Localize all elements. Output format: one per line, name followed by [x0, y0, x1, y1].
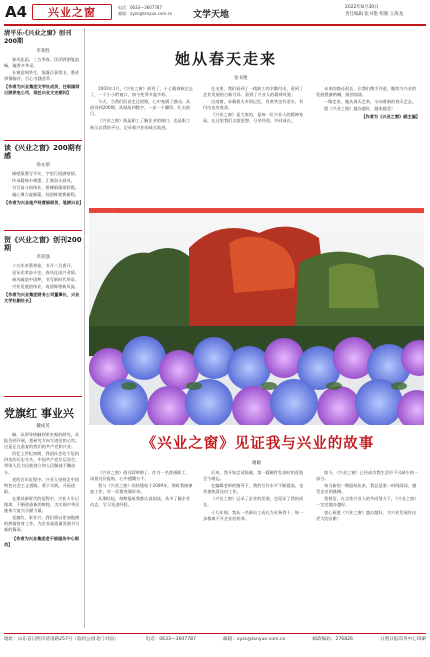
poem-line: 兴业发展创伟业，再创辉煌新风流。 [12, 284, 80, 290]
paragraph: 从那时起，每期报纸我都认真阅读，从中了解企业动态，学习先进经验。 [90, 496, 191, 508]
left-article-4-body [4, 432, 82, 548]
issue-date-block [345, 4, 403, 18]
paragraph: 我相信，在全体兴业人的共同努力下，《兴业之窗》一定会越办越好。 [316, 496, 419, 508]
left-article-3-note: 【作者为兴业集团财务公司董事长，兴业文学社副社长】 [4, 292, 80, 304]
editor-credits: 责任编辑 张书艳 组版 王海龙 [345, 12, 404, 17]
paragraph: 十几年间，我从一名新员工成长为业务骨干，每一步都离不开企业的培养。 [203, 509, 304, 521]
bottom-article-column-1 [90, 470, 193, 510]
feature-article-column-1 [90, 86, 194, 132]
masthead-email: 邮箱：xyzc@lanyue.com.cn [118, 11, 173, 16]
paragraph: 愿《兴业之窗》越办越好，越来越美！ [324, 106, 396, 112]
feature-article-column-3 [316, 86, 420, 120]
paragraph: 党旗红，事业兴。我们将以更加饱满的热情投身工作，为企业高质量发展书写新的篇章。 [4, 515, 80, 533]
hydrangea-garden-photo [89, 208, 424, 425]
poem-line: 传承精神丰碑墨，汇聚奋斗展风。 [12, 178, 75, 184]
footer-email: 邮箱：xyzc@lanyue.com.cn [223, 637, 286, 642]
left-article-4-note: 【作者为兴业集团老干部服务中心职员】 [4, 535, 80, 547]
paragraph: 我与《兴业之窗》的结缘始于2009年，那时我刚参加工作，对一切都充满好奇。 [90, 483, 193, 495]
footer-address: 地址：山东省日照市济南路257号（临河公园北门对面） [4, 637, 119, 642]
bottom-article-title: 《兴业之窗》见证我与兴业的故事 [141, 436, 375, 452]
left-article-2-note: 【作者为兴业地产经营部职员，笔耕兴业】 [4, 200, 84, 206]
left-article-1-author: 李菲胜 [36, 49, 50, 54]
paragraph: 春风化雨，三百季春，洋洋洒洒笔流畅，凝香多华采。 [4, 57, 80, 69]
masthead-contact [118, 5, 172, 17]
paragraph: 衷心祝愿《兴业之窗》越办越好，为兴业发展作出更大的贡献！ [316, 509, 417, 521]
left-article-2-title: 读《兴业之窗》200期有感 [4, 144, 82, 160]
left-article-1-note: 【作者为兴业集团文学社成员，任职国网日照供电公司，现任兴业文史顾问】 [4, 84, 80, 96]
paragraph: 专窗迎周华生，笔凝百事常书，墨迹带情翰评，百心书涵荟萃。 [4, 70, 80, 82]
footer-postcode: 邮政编码：276826 [312, 637, 353, 642]
paragraph: 今天，当我们回首走过的路，心中充满了感动。从创刊到200期，从纸质到数字，一步一个脚印，扎实前行。 [90, 99, 191, 117]
section-separator [4, 230, 82, 231]
left-article-3-title: 贺《兴业之窗》创刊200期 [4, 236, 82, 252]
page-number: A4 [5, 3, 28, 21]
section-title: 文学天地 [193, 10, 230, 20]
footer-printer: 日照日报印务中心印刷 [380, 637, 426, 642]
paragraph: 未来的路还很长，让我们携手并进，继续为兴业的发展摇旗呐喊、鼓劲加油。 [316, 86, 417, 98]
left-article-3-author: 李富强 [36, 255, 50, 260]
footer-rule [4, 633, 426, 634]
left-article-1 [4, 30, 82, 97]
paragraph: 每当新的一期报纸出来，我总是第一时间阅读，感受企业的脉搏。 [316, 483, 417, 495]
poem-line: 见证光荣奋斗史，春风化雨兴业情。 [12, 270, 80, 276]
left-article-4-title: 党旗红 事业兴 [4, 407, 74, 420]
column-divider [84, 28, 85, 628]
masthead-phone: 电话：0633—3607787 [118, 5, 162, 10]
bottom-article-author: 谢颖 [252, 461, 261, 466]
paragraph: 这扇窗，承载着太多的记忆，有欢笑也有泪水，有付出也有收获。 [203, 99, 304, 111]
left-article-4 [4, 421, 82, 549]
left-article-2 [4, 144, 82, 206]
footer [4, 636, 426, 642]
photo-caption-tag: 兴业之窗 [96, 213, 117, 219]
left-article-1-title: 清平乐·《兴业之窗》创刊200期 [4, 30, 72, 45]
footer-phone: 电话：0633—3607787 [145, 637, 196, 642]
left-article-3 [4, 236, 82, 305]
left-article-1-body [4, 57, 82, 82]
left-article-2-author: 徐永瑞 [36, 163, 50, 168]
paragraph: 《兴业之窗》是大家的，是每一位兴业人的精神家园，在这里我们交流思想、分享经验、共同成长。 [203, 112, 304, 124]
feature-photo [89, 208, 424, 425]
bottom-article-column-2 [203, 470, 306, 523]
paragraph: 在这里，我们看到了一线职工的辛勤付出，看到了企业发展的日新月异，看到了兴业人的精神风貌。 [203, 86, 304, 98]
left-article-3-body [4, 263, 82, 290]
paragraph: 党的百年征程中，兴业人坚持走中国特色社会主义道路，勇于实践，开拓进取。 [4, 476, 80, 494]
paragraph: 2003年1月，《兴业之窗》创刊了，十七载春秋过去了，一个小小的窗口，如今变得多姿多彩。 [90, 86, 193, 98]
paragraph: 喻，从领导接触到更宏观的研究，从报告到开展，把研究方向写进党的心坎。这是正在重复的我们的共产党和兴业。 [4, 432, 80, 450]
paragraph: 在建设新时代的征程中，兴业人牢记使命，不断创造新的辉煌，为实现中华民族伟大复兴贡献力量。 [4, 495, 80, 514]
issue-date: 2022年8月30日 [345, 5, 379, 10]
poem-line: 凝心聚力谋新篇，同创辉煌赛新程。 [12, 192, 80, 198]
newspaper-logo [32, 4, 112, 20]
poem-line: 梯壁篆墨写平实，字里行间满豪情。 [12, 171, 80, 176]
left-article-4-author: 魏成英 [36, 424, 50, 429]
paragraph: 回忆上世纪初期，我国社会处于危机四伏的历史关头，中国共产党应运而生，带领人民为民族独立和人民解放不懈奋斗。 [4, 451, 80, 475]
paragraph: 《兴业之窗》创刊200期了。作为一名普通职工，读着这份报纸，心中感慨万千。 [90, 470, 190, 482]
paragraph: 在编辑老师的指导下，我的写作水平不断提高，也更加热爱这份工作。 [203, 483, 304, 495]
poem-line: 十五年来墨香卷，书开二百香开。 [12, 263, 75, 268]
feature-article-column-2 [203, 86, 307, 126]
masthead-rule [4, 24, 426, 26]
paragraph: 一路走来，她从春天走来，又向着新的春天走去。 [324, 99, 417, 105]
section-separator [4, 396, 82, 397]
paragraph: 《兴业之窗》记录了企业的发展，也见证了我的成长。 [203, 496, 304, 508]
paragraph: 后来，我开始尝试投稿，第一篇稿件发表时的喜悦至今难忘。 [203, 470, 304, 482]
feature-article-note: 【作者为《兴业之窗》副主编】 [361, 114, 420, 120]
left-article-2-body [4, 171, 82, 198]
poem-line: 书写奋斗创伟业，拼搏新篇领彩霞。 [12, 185, 80, 191]
paragraph: 《兴业之窗》既是职工了解企业的窗口，也是职工展示自我的平台，记录着兴业的成长轨迹。 [90, 118, 191, 130]
paragraph: 如今，《兴业之窗》已经成为我生活中不可缺少的一部分。 [316, 470, 419, 482]
bottom-article-column-3 [316, 470, 419, 523]
poem-line: 乘风破浪中国梦，书写新时代华章。 [12, 277, 80, 283]
feature-article-author: 张书艳 [234, 76, 248, 81]
newspaper-name: 兴业之窗 [48, 6, 96, 19]
section-separator [4, 140, 82, 141]
feature-article-title: 她从春天走来 [175, 50, 278, 68]
